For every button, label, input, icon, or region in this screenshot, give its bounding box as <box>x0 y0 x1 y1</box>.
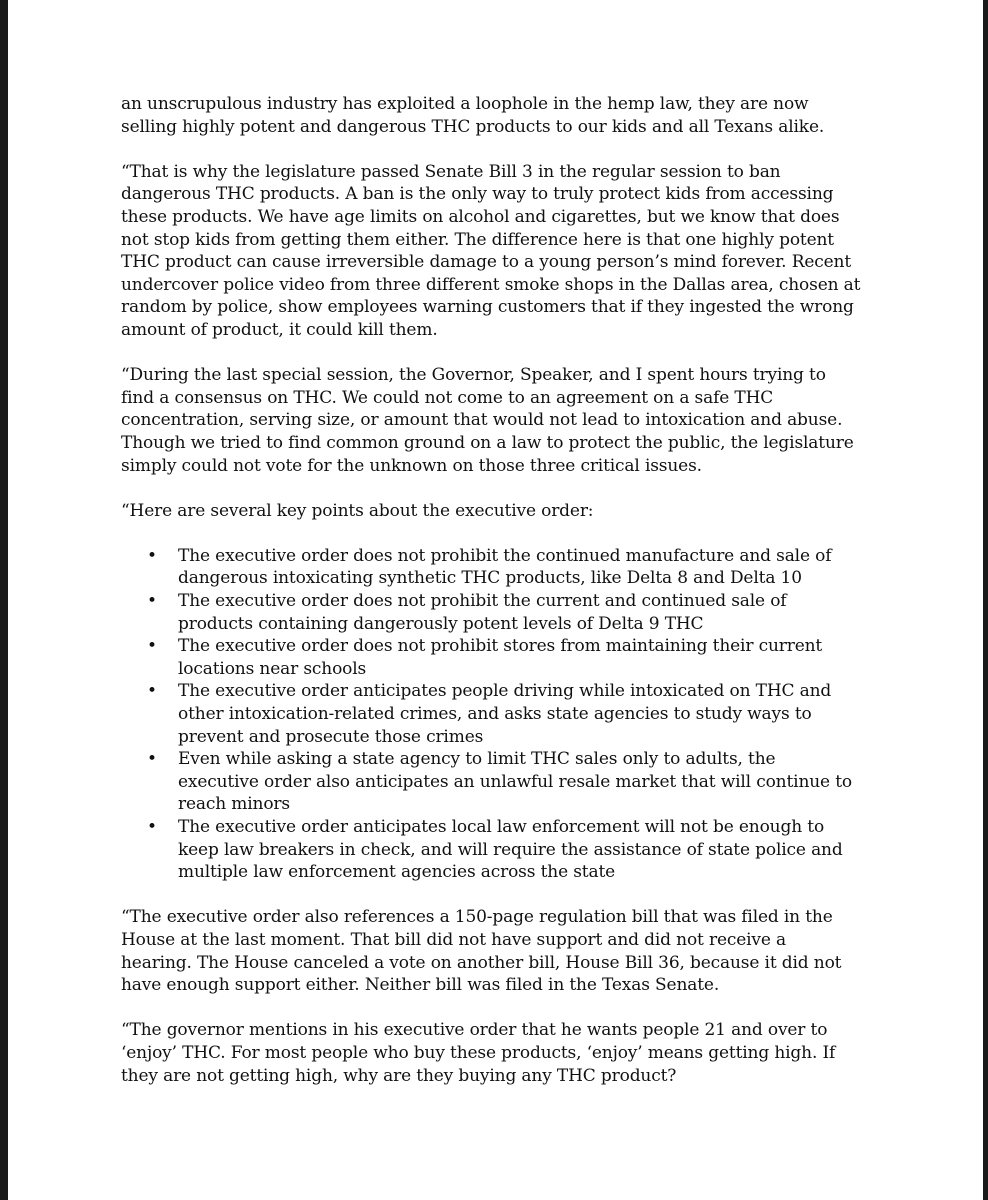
list-item <box>147 545 861 590</box>
list-item <box>147 748 861 816</box>
list-item-text: The executive order does not prohibit stores from maintaining their current locations near schools <box>178 636 823 679</box>
right-border <box>983 0 988 1200</box>
bullet-marker: • <box>147 681 157 702</box>
list-item <box>147 816 861 884</box>
list-item-text: The executive order does not prohibit the continued manufacture and sale of dangerous intoxicating synthetic THC products, like Delta 8 and Delta 10 <box>178 545 832 589</box>
document-body <box>121 93 861 1110</box>
list-item-text: The executive order does not prohibit the current and continued sale of products containing dangerously potent levels of Delta 9 THC <box>178 591 787 634</box>
paragraph-regulation-bill: “The executive order also references a 150-page regulation bill that was filed in the House at the last moment. That bill did not have support and did not receive a hearing. The House canceled a vote on another bill, House Bill 36, because it did not have enough support either. Neither bill was filed in the Texas Senate. <box>121 907 842 996</box>
paragraph-senate-bill-3: “That is why the legislature passed Senate Bill 3 in the regular session to ban dangerous THC products. A ban is the only way to truly protect kids from accessing these products. We have age limits on alcohol and cigarettes, but we know that does not stop kids from getting them either. The difference here is that one highly potent THC product can cause irreversible damage to a young person’s mind forever. Recent undercover police video from three different smoke shops in the Dallas area, chosen at random by police, show employees warning customers that if they ingested the wrong amount of product, it could kill them. <box>121 161 861 340</box>
list-item-text: The executive order anticipates local law enforcement will not be enough to keep law breakers in check, and will require the assistance of state police and multiple law enforcement agencies across the state <box>178 817 843 883</box>
list-item-text: The executive order anticipates people driving while intoxicated on THC and other intoxication-related crimes, and asks state agencies to study ways to prevent and prosecute those crimes <box>178 681 832 747</box>
paragraph-special-session: “During the last special session, the Governor, Speaker, and I spent hours trying to find a consensus on THC. We could not come to an agreement on a safe THC concentration, serving size, or amount that would not lead to intoxication and abuse. Though we tried to find common ground on a law to protect the public, the legislature simply could not vote for the unknown on those three critical issues. <box>121 365 854 476</box>
paragraph-hemp-loophole: an unscrupulous industry has exploited a loophole in the hemp law, they are now selling highly potent and dangerous THC products to our kids and all Texans alike. <box>121 94 825 137</box>
paragraph-enjoy-thc: “The governor mentions in his executive order that he wants people 21 and over to ‘enjoy’ THC. For most people who buy these products, ‘enjoy’ means getting high. If they are not getting high, why are they buying any THC product? <box>121 1020 836 1086</box>
list-item <box>147 590 861 635</box>
bullet-marker: • <box>147 636 157 657</box>
bullet-marker: • <box>147 591 157 612</box>
paragraph-key-points-intro: “Here are several key points about the executive order: <box>121 500 594 521</box>
list-item-text: Even while asking a state agency to limit THC sales only to adults, the executive order also anticipates an unlawful resale market that will continue to reach minors <box>178 749 852 815</box>
list-item <box>147 635 861 680</box>
bullet-marker: • <box>147 749 157 770</box>
bullet-marker: • <box>147 545 157 566</box>
list-item <box>147 680 861 748</box>
left-border <box>0 0 8 1200</box>
bullet-marker: • <box>147 817 157 837</box>
key-points-list <box>121 545 861 884</box>
